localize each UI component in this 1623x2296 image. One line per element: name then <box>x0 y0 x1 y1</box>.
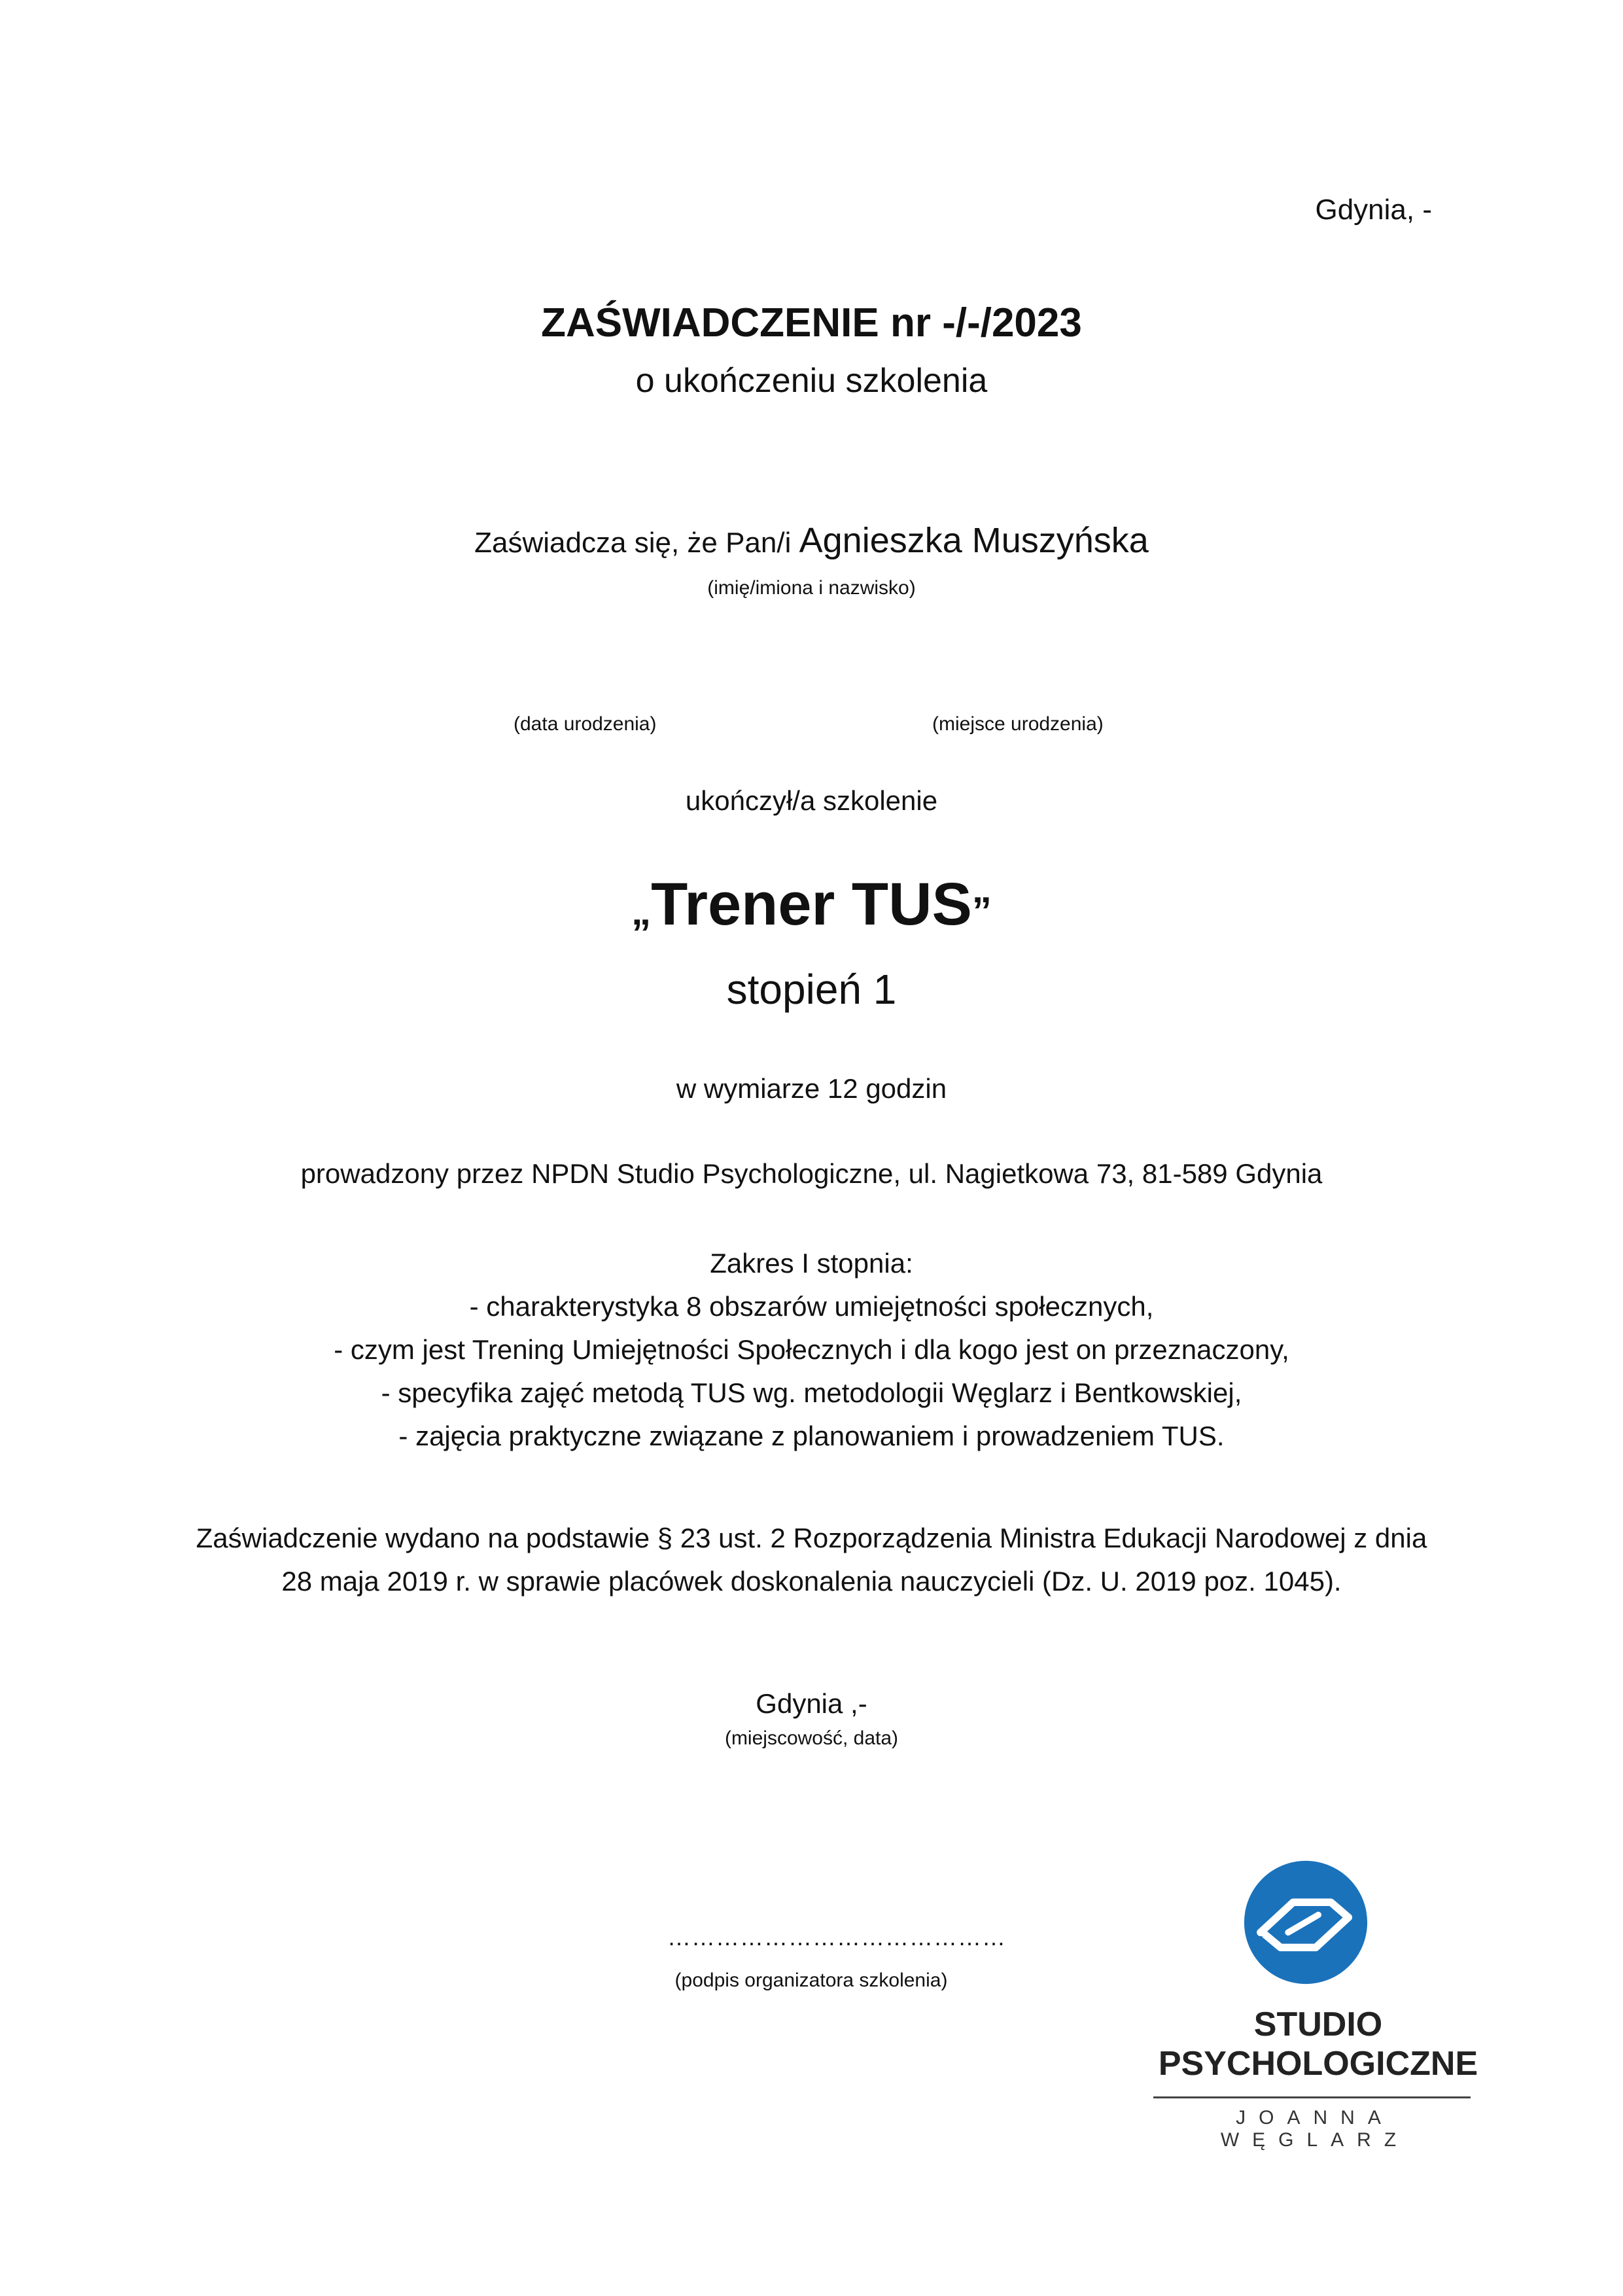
scope-heading: Zakres I stopnia: <box>710 1248 913 1279</box>
course-name <box>0 870 1623 939</box>
signature-hint: (podpis organizatora szkolenia) <box>674 1969 948 1991</box>
completed-text: ukończył/a szkolenie <box>685 785 938 816</box>
close-quote: ” <box>971 889 992 933</box>
studio-logo <box>1148 1860 1488 2151</box>
certificate-subtitle: o ukończeniu szkolenia <box>635 362 988 400</box>
legal-line-2: 28 maja 2019 r. w sprawie placówek doskonalenia nauczycieli (Dz. U. 2019 poz. 1045). <box>281 1566 1342 1597</box>
logo-divider <box>1153 2096 1471 2098</box>
certify-lead: Zaświadcza się, że Pan/i <box>474 527 799 559</box>
birth-place-hint: (miejsce urodzenia) <box>932 713 1104 735</box>
participant-name: Agnieszka Muszyńska <box>799 521 1149 560</box>
course-hours: w wymiarze 12 godzin <box>676 1073 947 1104</box>
birth-date-hint: (data urodzenia) <box>514 713 657 735</box>
city-date-hint: (miejscowość, data) <box>724 1727 899 1749</box>
scope-item: - charakterystyka 8 obszarów umiejętności społecznych, <box>469 1291 1154 1322</box>
open-quote: „ <box>631 889 652 933</box>
logo-text-psychologiczne: PSYCHOLOGICZNE <box>1158 2045 1478 2083</box>
scope-item: - czym jest Trening Umiejętności Społecznych i dla kogo jest on przeznaczony, <box>334 1334 1289 1365</box>
course-level: stopień 1 <box>726 966 897 1013</box>
signature-line: …………………………………… <box>667 1924 1006 1951</box>
legal-basis <box>0 1517 1623 1603</box>
logo-text-studio: STUDIO <box>1253 2005 1383 2043</box>
name-hint: (imię/imiona i nazwisko) <box>707 577 916 599</box>
scope-item: - specyfika zajęć metodą TUS wg. metodologii Węglarz i Bentkowskiej, <box>381 1377 1242 1408</box>
logo-owner-name: JOANNA WĘGLARZ <box>1220 2107 1410 2151</box>
issue-city-date: Gdynia ,- <box>756 1688 867 1719</box>
course-title: Trener TUS <box>651 871 972 938</box>
course-provider: prowadzony przez NPDN Studio Psychologiczne, ul. Nagietkowa 73, 81-589 Gdynia <box>300 1158 1323 1189</box>
certificate-title: ZAŚWIADCZENIE nr -/-/2023 <box>541 300 1082 345</box>
certify-line <box>0 520 1623 561</box>
scope-section <box>0 1242 1623 1458</box>
legal-line-1: Zaświadczenie wydano na podstawie § 23 ust. 2 Rozporządzenia Ministra Edukacji Narodowej z dnia <box>196 1523 1427 1553</box>
scope-item: - zajęcia praktyczne związane z planowaniem i prowadzeniem TUS. <box>398 1421 1225 1451</box>
place-date-header: Gdynia, - <box>1315 194 1432 226</box>
handshake-logo-icon <box>1243 1860 1369 1985</box>
